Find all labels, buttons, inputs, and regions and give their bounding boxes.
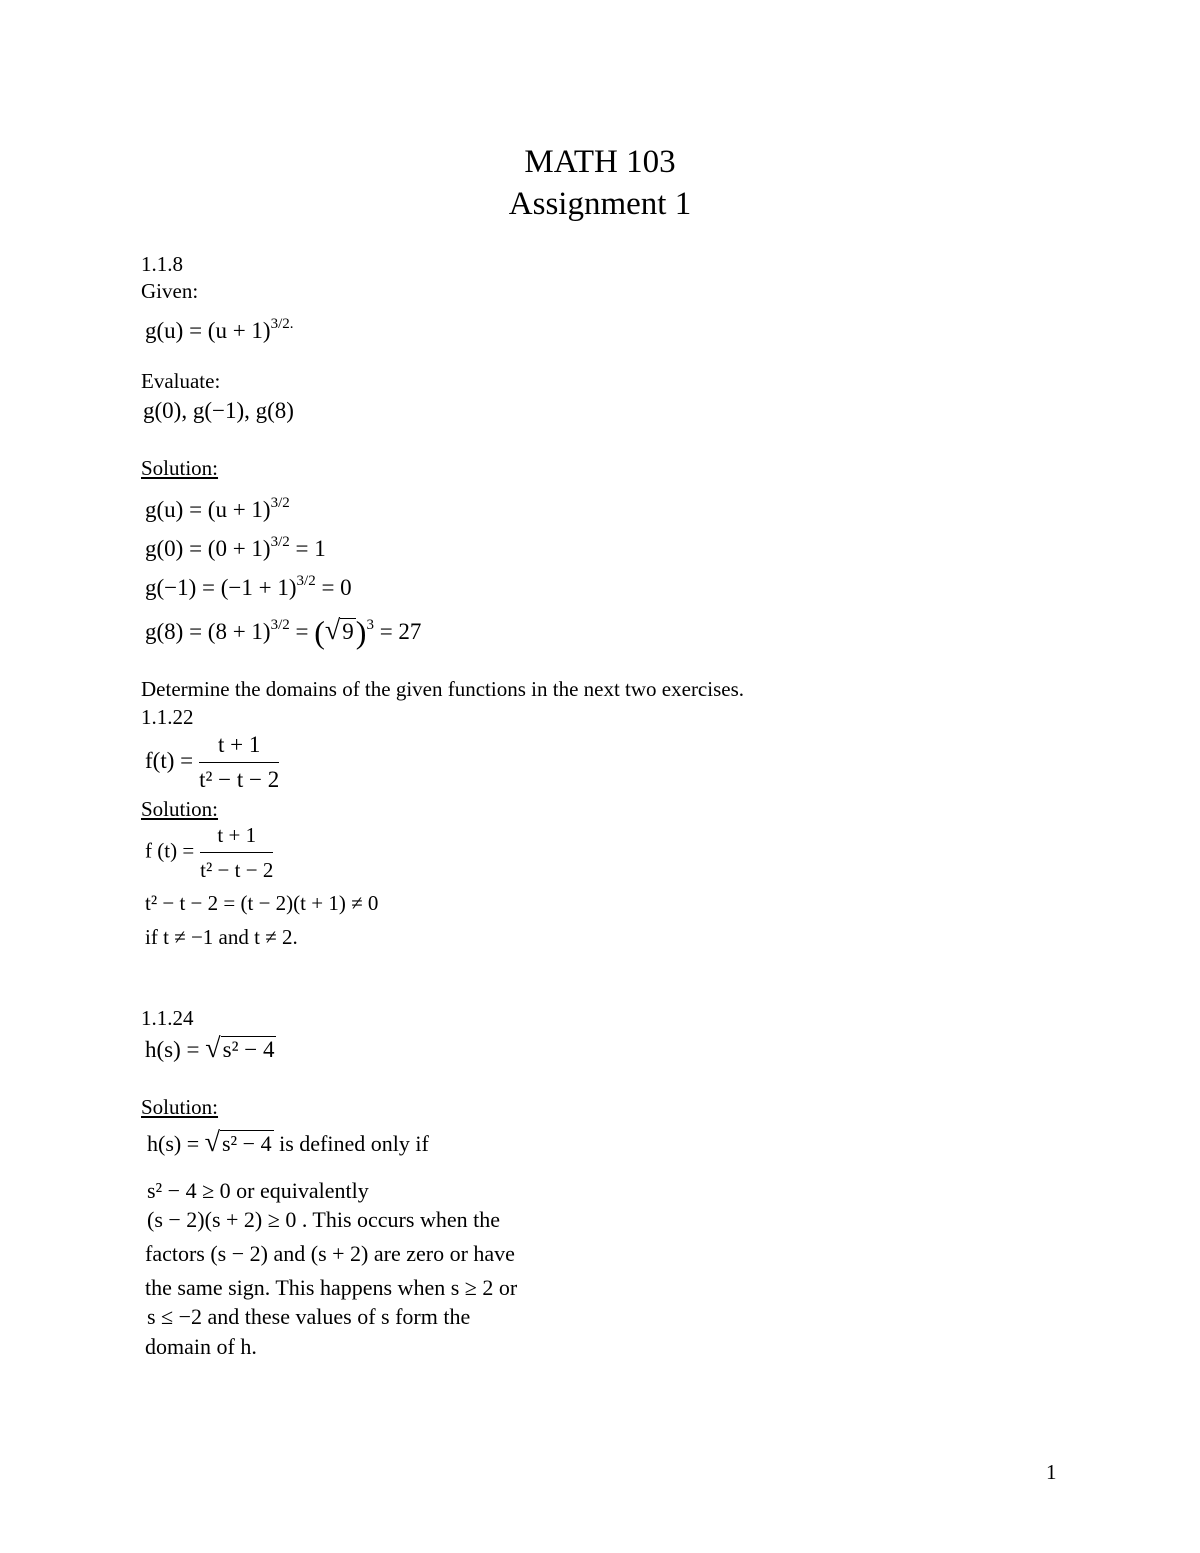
solution-line: the same sign. This happens when s ≥ 2 or	[145, 1275, 518, 1300]
equals-sign: =	[289, 619, 315, 644]
solution-label: Solution:	[141, 797, 219, 821]
exercise-number: 1.1.22	[141, 705, 194, 729]
given-function	[145, 309, 294, 346]
function-exponent: 3/2.	[270, 316, 294, 332]
right-paren: )	[355, 614, 367, 650]
left-paren: (	[314, 614, 325, 650]
solution-expression: g(0) = (0 + 1)	[145, 536, 271, 561]
denominator: t² − t − 2	[200, 858, 274, 882]
function-lhs: f(t) =	[145, 747, 194, 773]
exercise-number: 1.1.8	[141, 252, 183, 276]
solution-label: Solution:	[141, 456, 219, 480]
solution-line: t² − t − 2 = (t − 2)(t + 1) ≠ 0	[145, 891, 379, 915]
function-expression: g(u) = (u + 1)	[145, 318, 271, 343]
radicand: 9	[342, 619, 354, 644]
solution-exponent: 3/2	[270, 617, 290, 633]
radicand: s² − 4	[222, 1037, 275, 1062]
solution-line	[145, 610, 422, 650]
numerator: t + 1	[199, 730, 279, 763]
solution-line: factors (s − 2) and (s + 2) are zero or have	[145, 1241, 515, 1266]
solution-line: if t ≠ −1 and t ≠ 2.	[145, 925, 298, 949]
solution-line	[145, 488, 290, 525]
solution-line: domain of h.	[145, 1334, 257, 1359]
page-number: 1	[1046, 1460, 1057, 1484]
assignment-title: Assignment 1	[508, 186, 692, 222]
solution-exponent: 3/2	[270, 534, 290, 550]
given-function	[145, 1034, 276, 1065]
solution-line	[145, 566, 352, 603]
square-root	[205, 1034, 276, 1065]
solution-exponent: 3/2	[270, 495, 290, 511]
radical-sign: √	[324, 615, 341, 646]
radicand: s² − 4	[222, 1131, 272, 1156]
denominator: t² − t − 2	[199, 767, 280, 792]
solution-text: is defined only if	[273, 1131, 429, 1156]
solution-result: = 1	[289, 536, 326, 561]
solution-label: Solution:	[141, 1095, 219, 1119]
course-title: MATH 103	[524, 144, 676, 180]
fraction	[199, 730, 279, 795]
solution-fraction-line	[145, 820, 273, 885]
solution-line: (s − 2)(s + 2) ≥ 0 . This occurs when the	[147, 1207, 500, 1232]
evaluate-items: g(0), g(−1), g(8)	[143, 398, 294, 423]
solution-line: s ≤ −2 and these values of s form the	[147, 1304, 471, 1329]
solution-exponent: 3/2	[296, 573, 316, 589]
function-lhs: h(s) =	[147, 1131, 205, 1156]
outer-exponent: 3	[366, 617, 374, 633]
exercise-number: 1.1.24	[141, 1006, 194, 1030]
square-root	[325, 616, 356, 647]
solution-expression: g(u) = (u + 1)	[145, 497, 271, 522]
solution-line	[145, 527, 326, 564]
function-lhs: f (t) =	[145, 838, 195, 863]
solution-expression: g(−1) = (−1 + 1)	[145, 575, 297, 600]
square-root	[205, 1128, 274, 1159]
solution-result: = 0	[315, 575, 352, 600]
instructions-text: Determine the domains of the given functions in the next two exercises.	[141, 677, 745, 701]
solution-result: = 27	[373, 619, 422, 644]
function-lhs: h(s) =	[145, 1037, 206, 1062]
radical-sign: √	[204, 1127, 220, 1158]
numerator: t + 1	[200, 820, 273, 853]
fraction	[200, 820, 273, 885]
given-label: Given:	[141, 279, 199, 303]
solution-line: s² − 4 ≥ 0 or equivalently	[147, 1178, 369, 1203]
given-function	[145, 730, 279, 795]
evaluate-label: Evaluate:	[141, 369, 221, 393]
radical-sign: √	[205, 1033, 221, 1064]
solution-line	[147, 1128, 429, 1159]
solution-expression: g(8) = (8 + 1)	[145, 619, 271, 644]
